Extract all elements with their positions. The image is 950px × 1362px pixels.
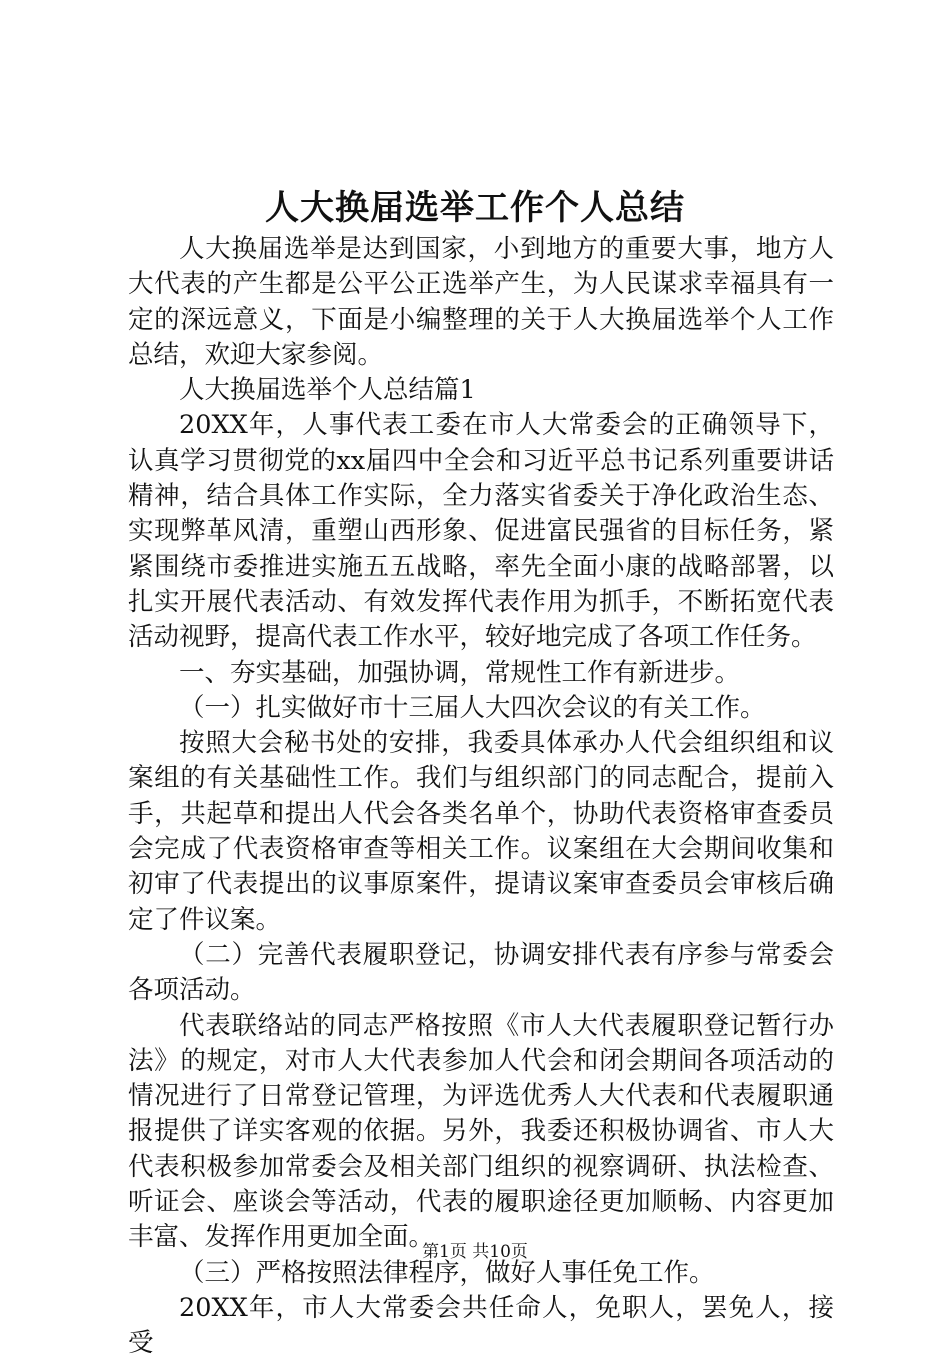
- subsection-heading: （一）扎实做好市十三届人大四次会议的有关工作。: [179, 692, 766, 723]
- paragraph: 人大换届选举是达到国家，小到地方的重要大事，地方人大代表的产生都是公平公正选举产生，为人民谋求幸福具有一定的深远意义，下面是小编整理的关于人大换届选举个人工作总结，欢迎大家参阅。: [128, 234, 834, 370]
- page-number-footer: 第1页 共10页: [422, 1242, 528, 1262]
- document-body: [128, 232, 834, 1362]
- paragraph: 按照大会秘书处的安排，我委具体承办人代会组织组和议案组的有关基础性工作。我们与组织部门的同志配合，提前入手，共起草和提出人代会各类名单个，协助代表资格审查委员会完成了代表资格审查等相关工作。议案组在大会期间收集和初审了代表提出的议事原案件，提请议案审查委员会审核后确定了件议案。: [128, 728, 834, 935]
- section-heading: 一、夯实基础，加强协调，常规性工作有新进步。: [179, 657, 741, 688]
- subsection-heading: （二）完善代表履职登记，协调安排代表有序参与常委会各项活动。: [128, 939, 834, 1006]
- paragraph: 20XX年，市人大常委会共任命人，免职人，罢免人，接受: [128, 1292, 834, 1359]
- section-heading: 人大换届选举个人总结篇1: [179, 375, 476, 406]
- document-title: 人大换届选举工作个人总结: [265, 188, 685, 228]
- paragraph: 代表联络站的同志严格按照《市人大代表履职登记暂行办法》的规定，对市人大代表参加人代会和闭会期间各项活动的情况进行了日常登记管理，为评选优秀人大代表和代表履职通报提供了详实客观的依据。另外，我委还积极协调省、市人大代表积极参加常委会及相关部门组织的视察调研、执法检查、听证会、座谈会等活动，代表的履职途径更加顺畅、内容更加丰富、发挥作用更加全面。: [128, 1010, 834, 1253]
- subsection-heading: （三）严格按照法律程序，做好人事任免工作。: [179, 1257, 715, 1288]
- paragraph: 20XX年，人事代表工委在市人大常委会的正确领导下，认真学习贯彻党的xx届四中全会和习近平总书记系列重要讲话精神，结合具体工作实际，全力落实省委关于净化政治生态、实现弊革风清，重塑山西形象、促进富民强省的目标任务，紧紧围绕市委推进实施五五战略，率先全面小康的战略部署，以扎实开展代表活动、有效发挥代表作用为抓手，不断拓宽代表活动视野，提高代表工作水平，较好地完成了各项工作任务。: [128, 410, 834, 653]
